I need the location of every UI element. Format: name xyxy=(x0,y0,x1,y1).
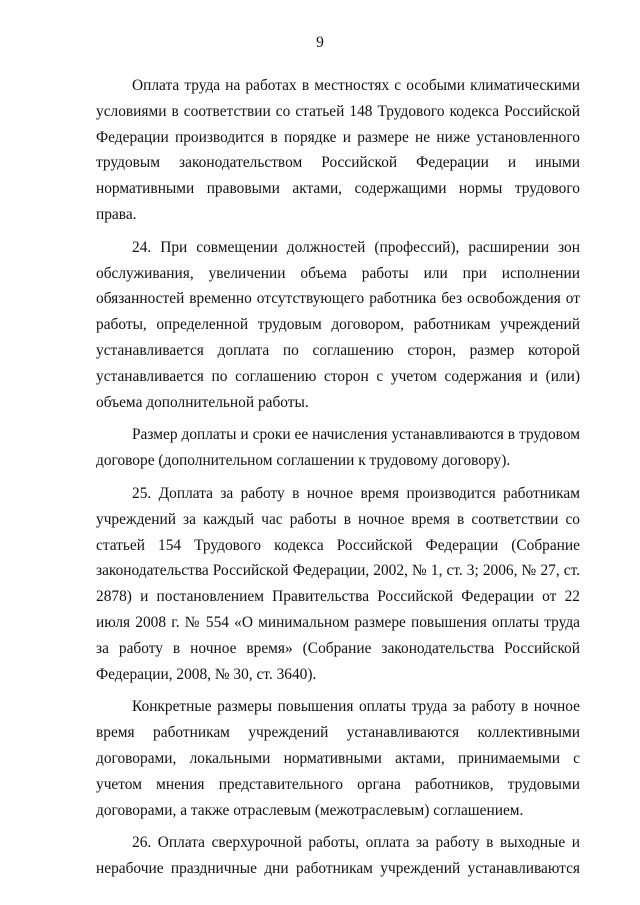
paragraph-night-pay-amounts xyxy=(96,694,580,823)
text-line: от работы, определенной трудовым договором, работникам учреждений xyxy=(96,290,580,334)
text-line: Конкретные размеры повышения оплаты труда за работу в ночное xyxy=(132,698,580,716)
text-line: со статьей 154 Трудового кодекса Российской Федерации (Собрание xyxy=(96,510,580,554)
text-line: от 22 июля 2008 г. № 554 «О минимальном размере повышения оплаты xyxy=(96,588,580,631)
text-line: обязанностей временно отсутствующего работника без освобождения xyxy=(96,290,561,308)
text-line: устанавливается по соглашению сторон с учетом содержания и (или) объема xyxy=(96,367,580,411)
text-line: договоре (дополнительном соглашении к трудовому договору). xyxy=(96,452,511,470)
text-line: Размер доплаты и сроки ее начисления устанавливаются в трудовом xyxy=(132,426,580,444)
paragraph-24-combining-positions xyxy=(96,235,580,416)
text-line: устанавливается доплата по соглашению сторон, размер которой xyxy=(96,341,580,359)
text-line: мнения представительного органа работников, трудовыми договорами, xyxy=(96,775,580,819)
text-line: нормативными правовыми актами, содержащими нормы трудового права. xyxy=(96,180,580,223)
text-line: 26. Оплата сверхурочной работы, оплата за работу в выходные xyxy=(132,834,566,852)
document-body xyxy=(96,73,580,882)
text-line: дополнительной работы. xyxy=(146,393,309,411)
text-line: и нерабочие праздничные дни работникам учреждений устанавливаются xyxy=(96,834,580,878)
paragraph-25-night-work xyxy=(96,481,580,687)
text-line: труда за работу в ночное время» (Собрание законодательства Российской xyxy=(96,613,580,657)
text-line: условиями в соответствии со статьей 148 Трудового кодекса Российской xyxy=(96,102,580,120)
page-number: 9 xyxy=(316,34,324,51)
text-line: законодательства Российской Федерации, 2002, № 1, ст. 3; 2006, № 27, xyxy=(96,562,560,580)
text-line: обслуживания, увеличении объема работы или при исполнении xyxy=(96,264,580,282)
text-line: Федерации, 2008, № 30, ст. 3640). xyxy=(96,665,317,683)
text-line: 24. При совмещении должностей (профессий), расширении зон xyxy=(132,238,580,256)
paragraph-26-overtime xyxy=(96,830,580,882)
text-line: а также отраслевым (межотраслевым) соглашением. xyxy=(180,801,524,819)
text-line: Федерации производится в порядке и размере не ниже установленного xyxy=(96,128,580,146)
paragraph-climate-pay xyxy=(96,73,580,228)
text-line: учреждений за каждый час работы в ночное время в соответствии xyxy=(96,510,559,528)
text-line: 25. Доплата за работу в ночное время производится работникам xyxy=(132,484,580,502)
paragraph-surcharge-terms xyxy=(96,422,580,474)
text-line: время работникам учреждений устанавливаются коллективными xyxy=(96,724,580,742)
text-line: трудовым законодательством Российской Федерации и иными xyxy=(96,154,580,172)
text-line: ст. 2878) и постановлением Правительства Российской Федерации xyxy=(96,562,580,606)
text-line: договорами, локальными нормативными актами, принимаемыми с учетом xyxy=(96,749,580,793)
text-line: Оплата труда на работах в местностях с особыми климатическими xyxy=(132,77,580,94)
